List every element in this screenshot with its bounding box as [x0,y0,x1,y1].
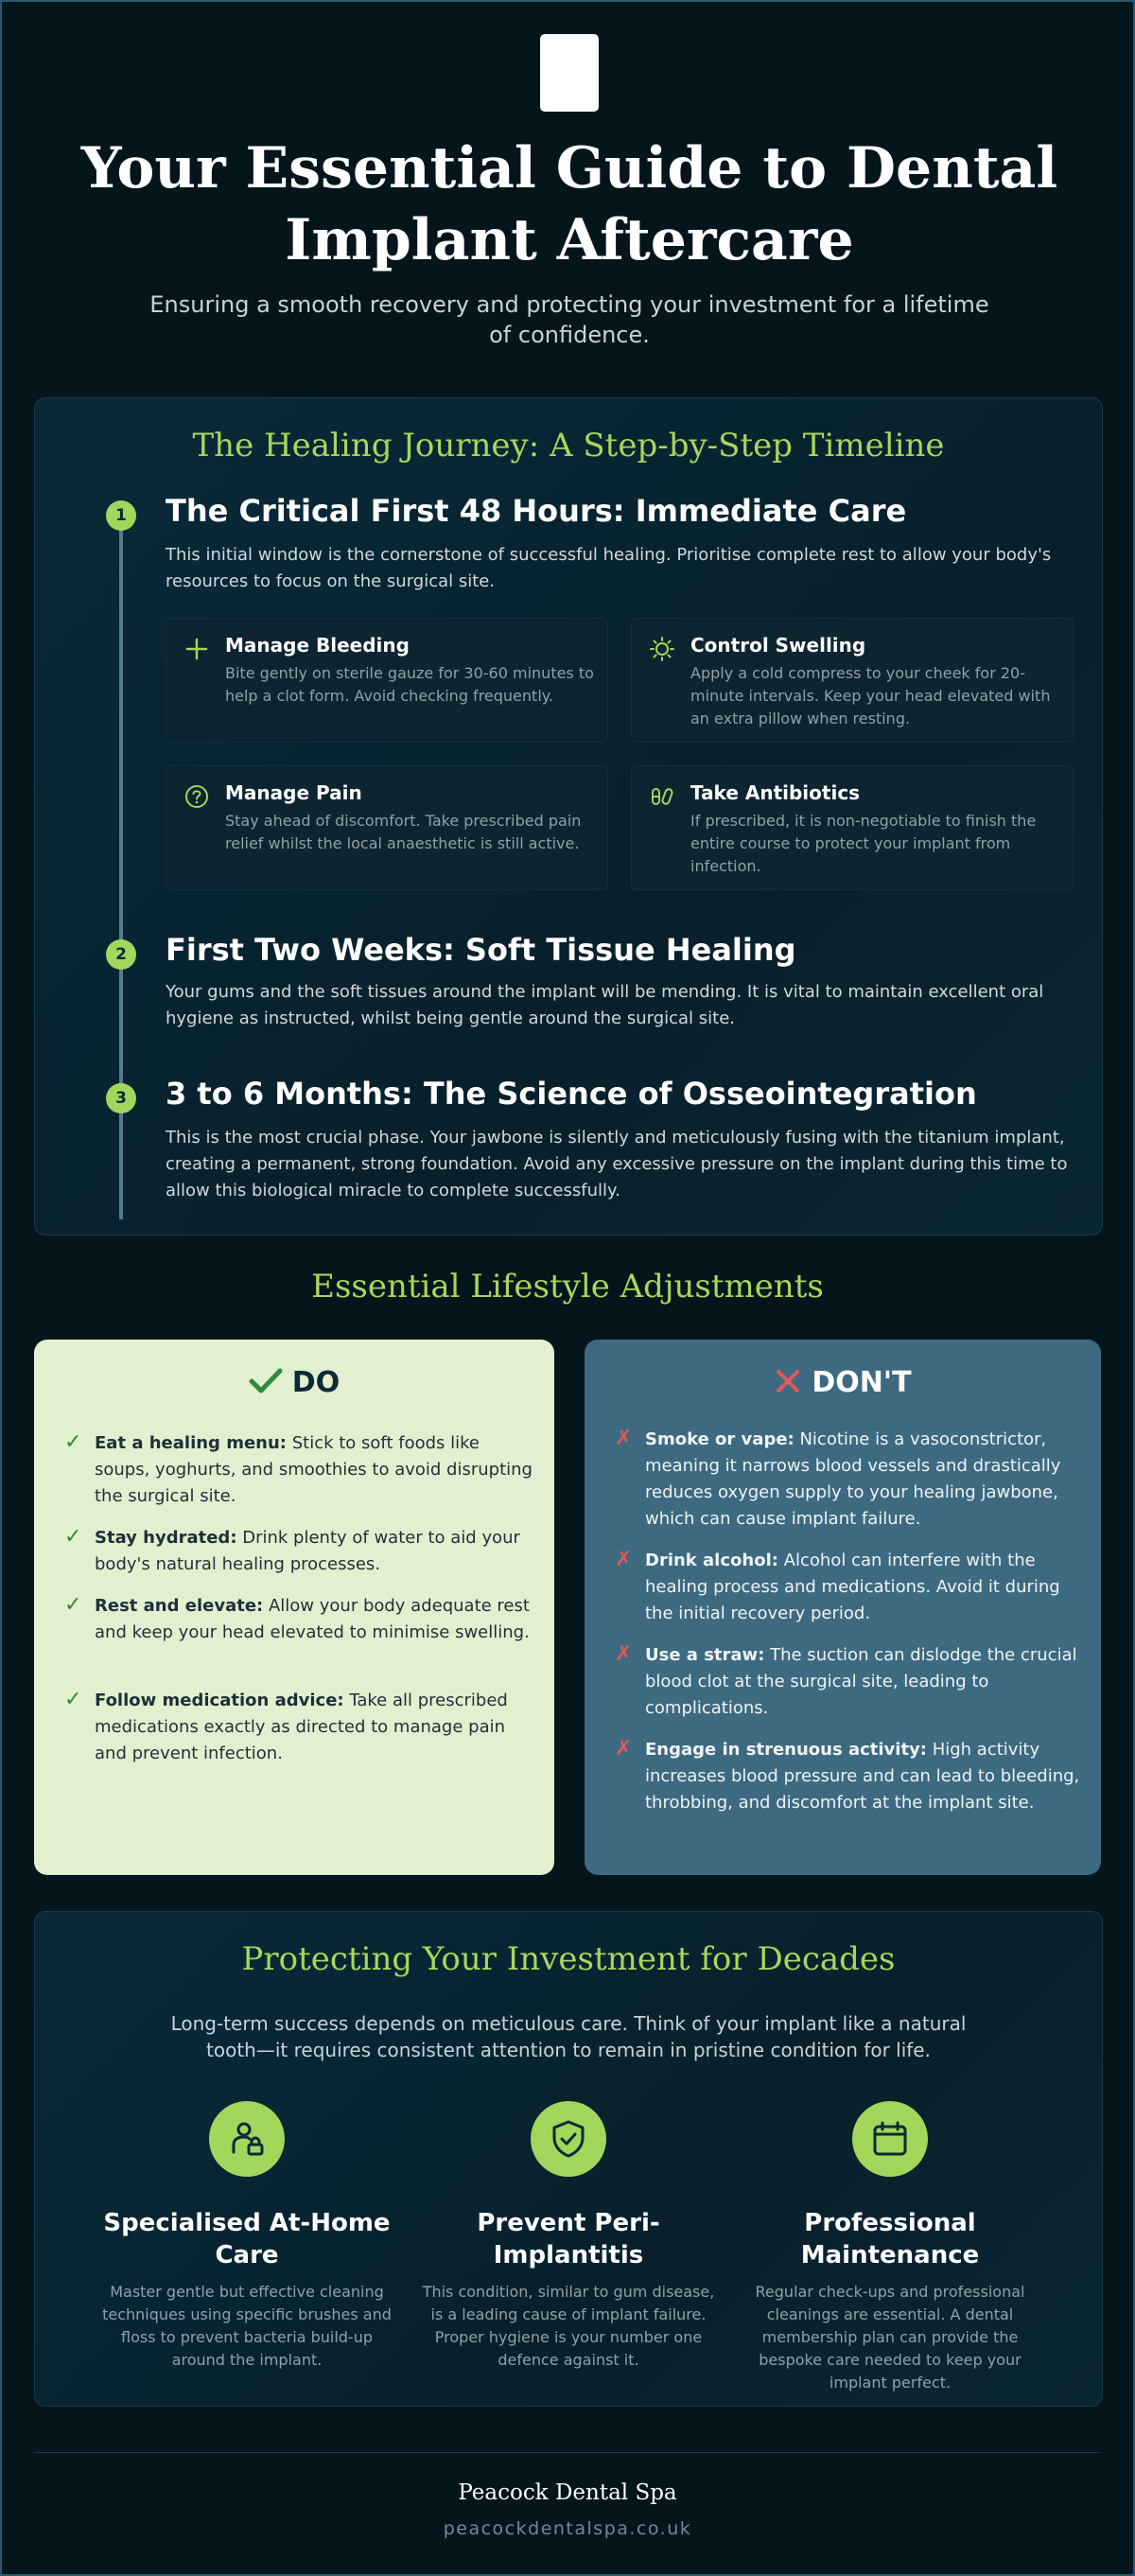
dont-item-text: Nicotine is a vasoconstrictor, meaning it narrows blood vessels and drastically reduces oxygen supply to your healing jawbone, which can cause implant failure. [645,1429,1061,1529]
dont-item [645,1737,1090,1816]
do-title-text: DO [291,1366,340,1399]
dont-item [645,1642,1090,1722]
do-box [34,1340,554,1875]
question-circle-icon [183,783,210,810]
cross-icon [774,1367,802,1395]
protect-column-text: Master gentle but effective cleaning techniques using specific brushes and floss to prevent bacteria build-up around the implant. [102,2283,392,2369]
protect-intro: Long-term success depends on meticulous care. Think of your implant like a natural tooth—it requires consistent attention to remain in pristine condition for life. [170,2012,967,2061]
care-card-bleeding [166,618,608,743]
card-text: If prescribed, it is non-negotiable to finish the entire course to protect your implant from infection. [690,812,1037,875]
page-title: Your Essential Guide to Dental Implant Aftercare [80,135,1058,273]
timeline-heading: The Healing Journey: A Step-by-Step Timeline [192,427,945,464]
protect-column-title: Specialised At-Home Care [103,2209,391,2269]
dont-title-text: DON'T [812,1366,912,1399]
card-title: Manage Bleeding [225,634,410,657]
do-title [34,1366,554,1399]
timeline-line [119,521,123,1219]
check-mark-icon: ✓ [64,1688,82,1711]
do-item-text: Take all prescribed medications exactly as directed to manage pain and prevent infection. [95,1691,508,1763]
step-text-3: This is the most crucial phase. Your jawbone is silently and meticulously fusing with the titanium implant, creating a permanent, strong foundation. Avoid any excessive pressure on the implant during this time to allow this biological miracle to complete successfully. [166,1128,1068,1200]
protect-column [96,2101,398,2385]
dont-item-label: Use a straw: [645,1645,765,1665]
icon-circle [531,2101,606,2177]
do-item-label: Eat a healing menu: [95,1433,287,1453]
dont-box [585,1340,1101,1875]
lifestyle-heading: Essential Lifestyle Adjustments [311,1268,824,1306]
card-title: Manage Pain [225,781,362,804]
step-title-3: 3 to 6 Months: The Science of Osseointegration [166,1076,977,1112]
cross-mark-icon: ✗ [615,1642,633,1666]
protect-panel [34,1911,1103,2407]
card-title: Take Antibiotics [690,781,861,804]
timeline-panel [34,397,1103,1235]
do-item [95,1525,539,1578]
protect-column-title: Professional Maintenance [800,2209,980,2269]
protect-column-text: This condition, similar to gum disease, is a leading cause of implant failure. Proper hygiene is your number one defence against it. [422,2283,715,2369]
card-title: Control Swelling [690,634,866,657]
check-mark-icon: ✓ [64,1430,82,1454]
logo-placeholder [540,34,599,112]
step-number-2: 2 [106,939,136,970]
footer-divider [34,2452,1101,2453]
check-mark-icon: ✓ [64,1525,82,1549]
card-text: Bite gently on sterile gauze for 30-60 minutes to help a clot form. Avoid checking frequently. [225,664,594,705]
shield-check-icon [548,2118,589,2160]
step-number-1: 1 [106,500,136,531]
icon-circle [209,2101,285,2177]
do-item-text: Stick to soft foods like soups, yoghurts, and smoothies to avoid disrupting the surgical site. [95,1433,533,1506]
do-item-text: Allow your body adequate rest and keep your head elevated to minimise swelling. [95,1596,530,1642]
dont-item-text: Alcohol can interfere with the healing process and medications. Avoid it during the initial recovery period. [645,1551,1060,1623]
dont-item [645,1427,1090,1533]
do-item [95,1430,539,1510]
card-text: Stay ahead of discomfort. Take prescribed pain relief whilst the local anaesthetic is still active. [225,812,582,852]
cross-mark-icon: ✗ [615,1737,633,1761]
step-title-1: The Critical First 48 Hours: Immediate Care [166,493,907,529]
card-text: Apply a cold compress to your cheek for 20-minute intervals. Keep your head elevated with an extra pillow when resting. [690,664,1051,727]
check-mark-icon: ✓ [64,1593,82,1617]
calendar-icon [869,2118,911,2160]
care-card-pain [166,765,608,890]
footer-website-link[interactable]: peacockdentalspa.co.uk [443,2518,692,2539]
dont-item-text: High activity increases blood pressure and can lead to bleeding, throbbing, and discomfort at the implant site. [645,1740,1080,1813]
sun-icon [649,636,675,662]
protect-column [739,2101,1041,2392]
do-item-label: Rest and elevate: [95,1596,264,1616]
pills-icon [649,783,675,810]
footer-brand-name: Peacock Dental Spa [458,2480,677,2505]
do-item [95,1593,539,1646]
dont-item-text: The suction can dislodge the crucial blood clot at the surgical site, leading to complications. [645,1645,1077,1718]
dont-title [585,1366,1101,1399]
care-card-antibiotics [631,765,1074,890]
protect-column [417,2101,720,2385]
step-number-3: 3 [106,1083,136,1113]
cross-mark-icon: ✗ [615,1427,633,1450]
step-title-2: First Two Weeks: Soft Tissue Healing [166,932,796,968]
dont-item-label: Engage in strenuous activity: [645,1740,927,1760]
do-item-text: Drink plenty of water to aid your body's natural healing processes. [95,1528,520,1574]
person-lock-icon [226,2118,268,2160]
do-item-label: Follow medication advice: [95,1691,344,1710]
dont-item-label: Drink alcohol: [645,1551,778,1570]
do-item-label: Stay hydrated: [95,1528,237,1548]
dont-item-label: Smoke or vape: [645,1429,794,1449]
dont-item [645,1548,1090,1627]
icon-circle [852,2101,928,2177]
cross-mark-icon: ✗ [615,1548,633,1571]
protect-column-title: Prevent Peri-Implantitis [477,2209,660,2269]
plus-icon [183,636,210,662]
care-card-swelling [631,618,1074,743]
check-icon [249,1367,283,1395]
page-subtitle: Ensuring a smooth recovery and protecting your investment for a lifetime of confidence. [149,291,989,348]
protect-heading: Protecting Your Investment for Decades [241,1940,896,1978]
protect-column-text: Regular check-ups and professional cleanings are essential. A dental membership plan can provide the bespoke care needed to keep your implant perfect. [755,2283,1025,2392]
step-text-1: This initial window is the cornerstone of successful healing. Prioritise complete rest to allow your body's resources to focus on the surgical site. [166,545,1052,591]
step-text-2: Your gums and the soft tissues around the implant will be mending. It is vital to maintain excellent oral hygiene as instructed, whilst being gentle around the surgical site. [166,982,1044,1028]
do-item [95,1688,539,1767]
